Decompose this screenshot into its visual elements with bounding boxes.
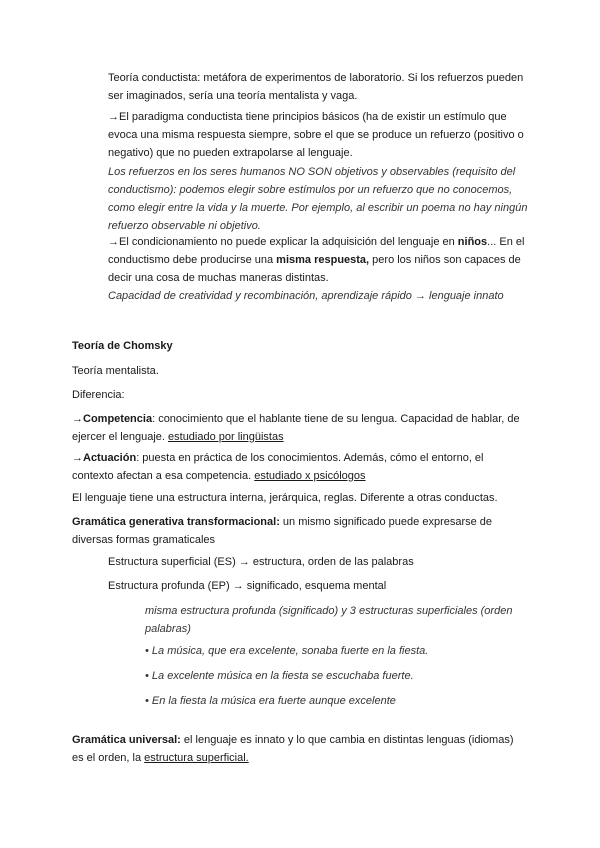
- text: →El condicionamiento no puede explicar la adquisición del lenguaje en: [108, 236, 458, 248]
- list-item: • La música, que era excelente, sonaba fuerte en la fiesta.: [145, 645, 429, 657]
- paragraph-creatividad-italic: Capacidad de creatividad y recombinación, aprendizaje rápido → lenguaje innato: [108, 290, 504, 302]
- term-actuacion: Actuación: [83, 452, 137, 464]
- underline-linguistas: estudiado por lingüistas: [168, 431, 284, 443]
- text: : conocimiento que el hablante tiene de su lengua. Capacidad de hablar, de ejercer el lenguaje.: [72, 413, 520, 443]
- paragraph-competencia: [72, 410, 528, 446]
- term-gramatica-universal: Gramática universal:: [72, 734, 181, 746]
- list-item: • En la fiesta la música era fuerte aunque excelente: [145, 695, 396, 707]
- bold-ninos: niños: [457, 236, 488, 248]
- heading-text: Teoría de Chomsky: [72, 340, 173, 352]
- text: el lenguaje es innato y lo que cambia en distintas lenguas (idiomas) es el orden, la: [72, 734, 514, 764]
- term-competencia: Competencia: [83, 413, 153, 425]
- line-estructura-profunda: Estructura profunda (EP) → significado, esquema mental: [108, 580, 387, 592]
- text: ... En el conductismo debe producirse una: [108, 236, 525, 266]
- paragraph-gramatica-universal: [72, 731, 528, 767]
- line-estructura-superficial: Estructura superficial (ES) → estructura, orden de las palabras: [108, 556, 414, 568]
- arrow: →: [72, 452, 83, 464]
- underline-psicologos: estudiado x psicólogos: [254, 470, 366, 482]
- list-item: • La excelente música en la fiesta se escuchaba fuerte.: [145, 670, 414, 682]
- bold-misma-respuesta: misma respuesta,: [276, 254, 370, 266]
- heading-teoria-chomsky: [72, 337, 528, 355]
- text: pero los niños son capaces de decir una cosa de muchas maneras distintas.: [108, 254, 521, 284]
- underline-estructura-superficial: estructura superficial.: [144, 752, 249, 764]
- arrow: →: [72, 413, 83, 425]
- line-diferencia: Diferencia:: [72, 389, 125, 401]
- text: un mismo significado puede expresarse de diversas formas gramaticales: [72, 516, 493, 546]
- text: : puesta en práctica de los conocimientos. Además, cómo el entorno, el contexto afectan a esa competencia.: [72, 452, 484, 482]
- term-gramatica-generativa: Gramática generativa transformacional:: [72, 516, 280, 528]
- line-estructura-interna: El lenguaje tiene una estructura interna, jerárquica, reglas. Diferente a otras conductas.: [72, 492, 498, 504]
- line-teoria-mentalista: Teoría mentalista.: [72, 365, 159, 377]
- paragraph-actuacion: [72, 449, 528, 485]
- paragraph-gramatica-generativa: [72, 513, 528, 549]
- paragraph-condicionamiento: [108, 233, 536, 287]
- paragraph-example-intro: misma estructura profunda (significado) y 3 estructuras superficiales (orden palabras): [145, 605, 513, 635]
- paragraph-paradigma-conductista: →El paradigma conductista tiene principios básicos (ha de existir un estímulo que evoca una misma respuesta siempre, sobre el que se produce un refuerzo (positivo o negativo) que no pueden extrapolarse al lenguaje.: [108, 111, 524, 159]
- paragraph-conductista-metafora: Teoría conductista: metáfora de experimentos de laboratorio. Si los refuerzos pueden ser imaginados, sería una teoría mentalista y vaga.: [108, 72, 524, 102]
- paragraph-refuerzos-italic: Los refuerzos en los seres humanos NO SON objetivos y observables (requisito del conductismo): podemos elegir sobre estímulos por un refuerzo que no conocemos, como elegir entre la vida y la muerte. Por ejemplo, al escribir un poema no hay ningún refuerzo observable ni objetivo.: [108, 166, 528, 232]
